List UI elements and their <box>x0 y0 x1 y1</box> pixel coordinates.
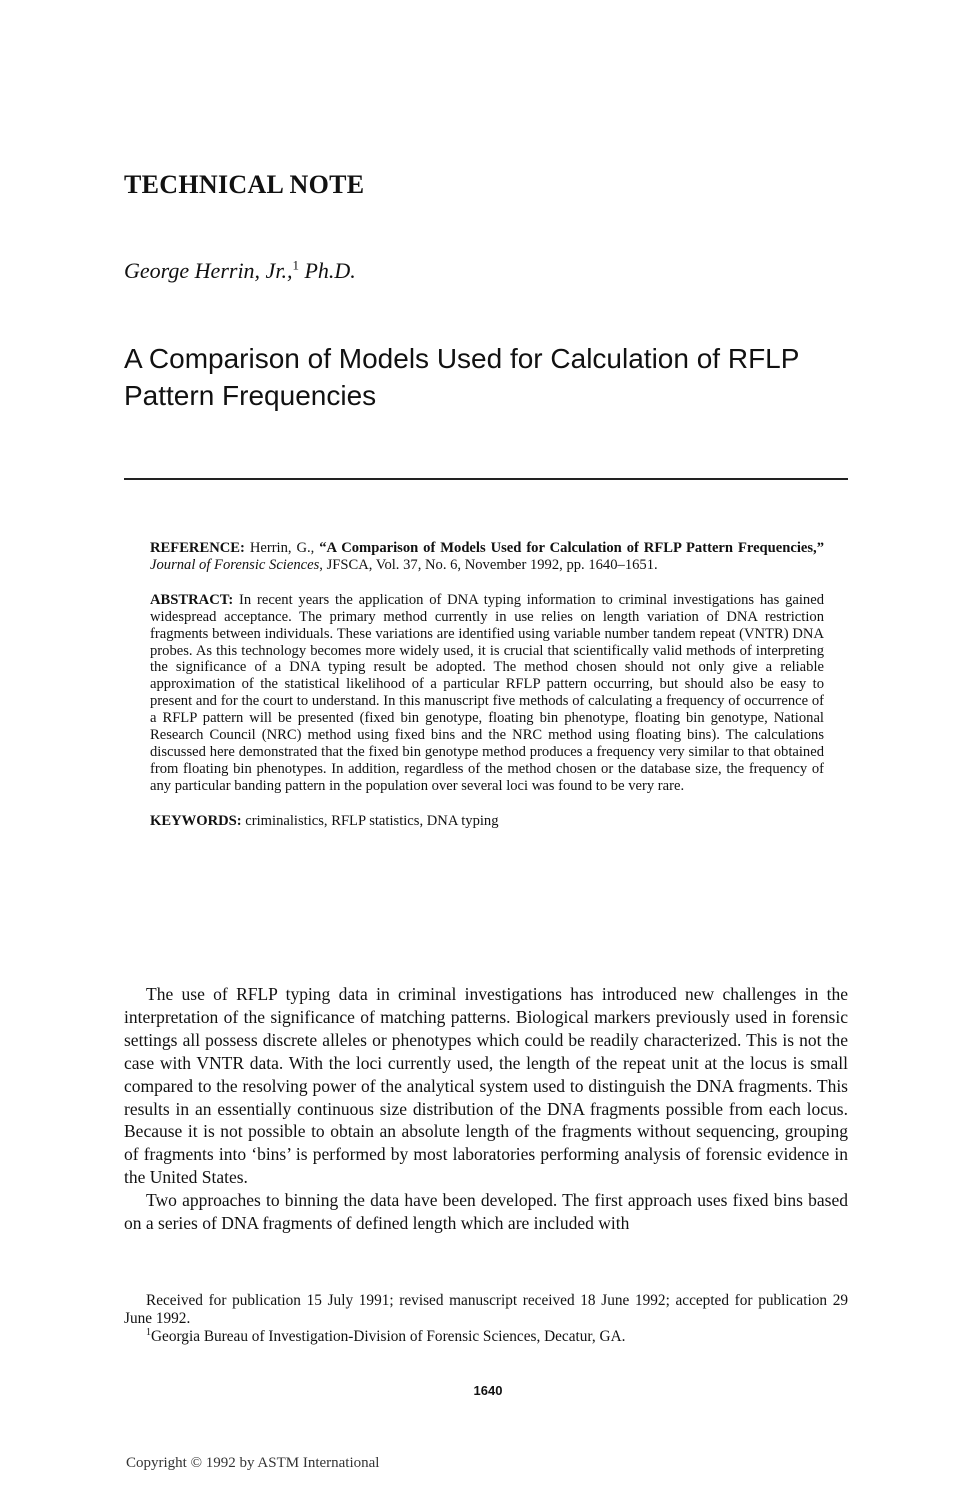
author-degree: Ph.D. <box>304 258 356 283</box>
reference-details: , JFSCA, Vol. 37, No. 6, November 1992, pp. 1640–1651. <box>319 556 658 573</box>
keywords-label: KEYWORDS: <box>150 812 242 829</box>
reference-label: REFERENCE: <box>150 540 245 556</box>
keywords-block <box>150 813 824 830</box>
page-number: 1640 <box>473 1383 503 1398</box>
footnotes <box>124 1292 848 1347</box>
author-line <box>124 258 356 284</box>
author-footnote-mark: 1 <box>292 257 299 273</box>
body-paragraph: Two approaches to binning the data have been developed. The first approach uses fixed bins based on a series of DNA fragments of defined length which are included with <box>124 1190 848 1234</box>
received-note: Received for publication 15 July 1991; revised manuscript received 18 June 1992; accepted for publication 29 June 1992. <box>124 1292 848 1328</box>
reference-author: Herrin, G., <box>249 540 320 556</box>
affiliation-mark: 1 <box>146 1327 151 1339</box>
front-matter <box>150 540 824 830</box>
reference-title: “A Comparison of Models Used for Calculation of RFLP Pattern Frequencies,” <box>319 540 825 556</box>
abstract-text: In recent years the application of DNA typing information to criminal investigations has gained widespread acceptance. The primary method currently in use relies on length variation of DNA restriction fragments between individuals. These variations are identified using variable number tandem repeat (VNTR) DNA probes. As this technology becomes more widely used, it is crucial that scientifically valid methods of interpreting the significance of a DNA typing result be adopted. The method chosen should not only give a reliable approximation of the statistical likelihood of a particular RFLP pattern occurring, but should also be easy to present and for the court to understand. In this manuscript five methods of calculating a frequency of occurrence of a RFLP pattern will be presented (fixed bin genotype, floating bin phenotype, floating bin genotype, National Research Council (NRC) method using fixed bins and the NRC method using floating bins). The calculations discussed here demonstrated that the fixed bin genotype method produces a frequency very similar to that obtained from floating bin phenotypes. In addition, regardless of the method chosen or the database size, the frequency of any particular banding pattern in the population over several loci was found to be very rare. <box>150 591 824 794</box>
keywords-text: criminalistics, RFLP statistics, DNA typing <box>245 812 499 829</box>
title-divider <box>124 478 848 480</box>
reference-journal: Journal of Forensic Sciences <box>150 556 320 573</box>
body-paragraph: The use of RFLP typing data in criminal investigations has introduced new challenges in the interpretation of the significance of matching patterns. Biological markers previously used in forensic settings all possess discrete alleles or phenotypes which could be readily characterized. This is not the case with VNTR data. With the loci currently used, the length of the repeat unit at the locus is small compared to the resolving power of the analytical system used to distinguish the DNA fragments. This results in an essentially continuous size distribution of the DNA fragments possible from each locus. Because it is not possible to obtain an absolute length of the fragments without sequencing, grouping of fragments into ‘bins’ is performed by most laboratories performing analysis of forensic evidence in the United States. <box>124 984 848 1188</box>
copyright-notice: Copyright © 1992 by ASTM International <box>126 1455 380 1471</box>
article-title: A Comparison of Models Used for Calculation of RFLP Pattern Frequencies <box>124 343 799 411</box>
body-text <box>124 983 848 1235</box>
abstract-block <box>150 592 824 795</box>
affiliation-note <box>124 1328 848 1346</box>
affiliation-text: Georgia Bureau of Investigation-Division of Forensic Sciences, Decatur, GA. <box>151 1328 626 1346</box>
reference-block <box>150 540 824 574</box>
abstract-label: ABSTRACT: <box>150 591 234 608</box>
author-name: George Herrin, Jr., <box>124 258 293 283</box>
section-label: TECHNICAL NOTE <box>124 170 365 199</box>
